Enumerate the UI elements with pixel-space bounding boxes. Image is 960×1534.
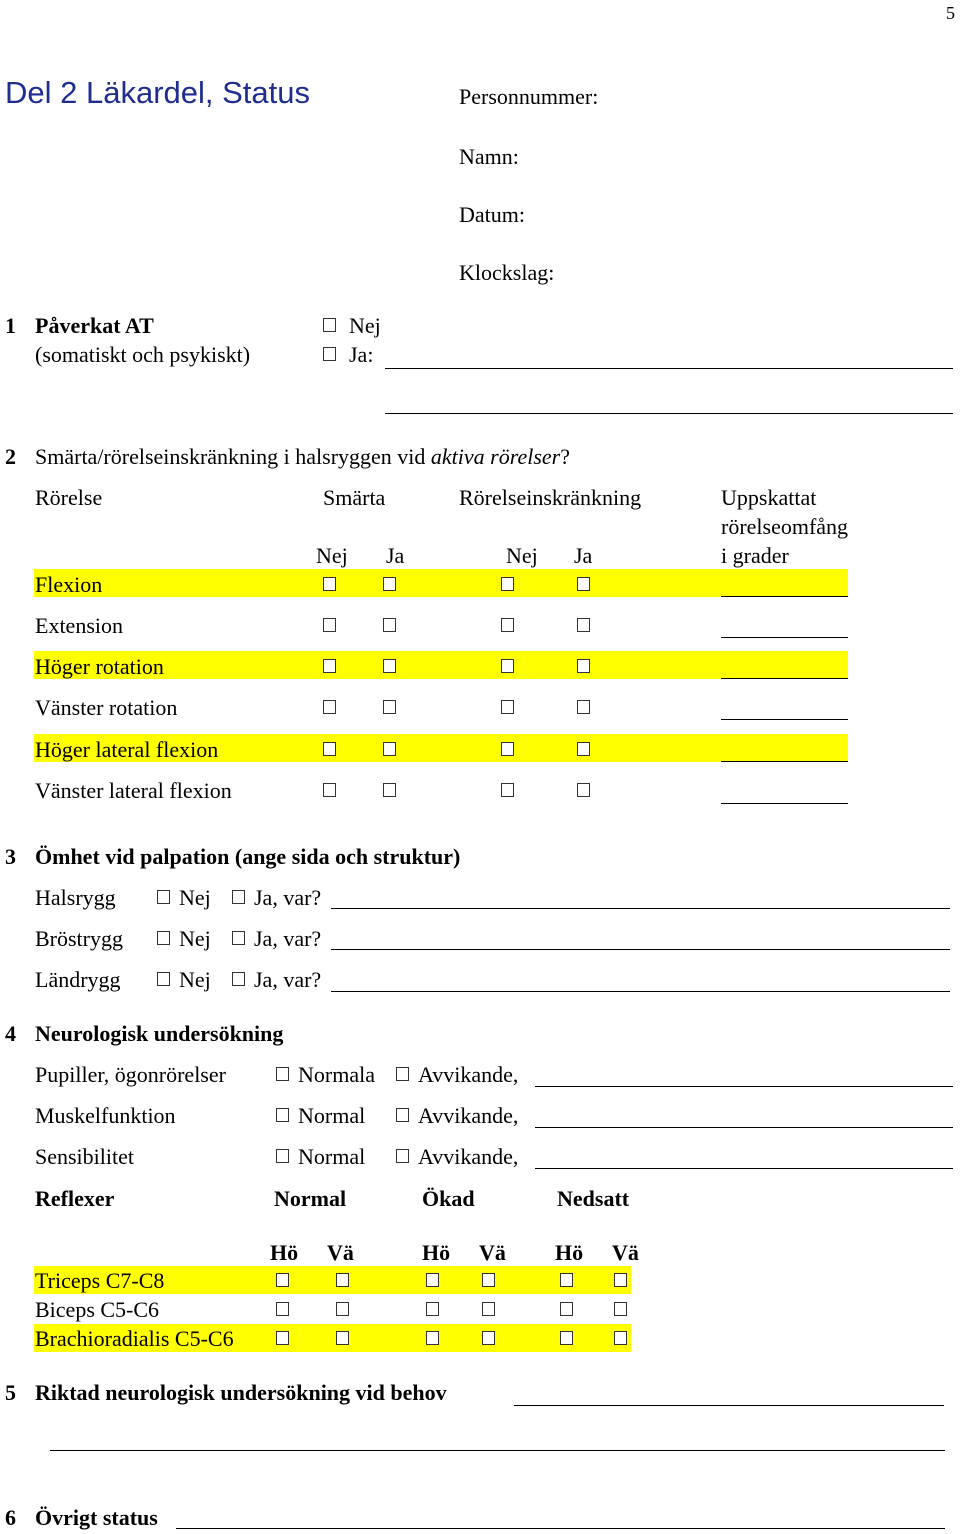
q6-title: Övrigt status <box>35 1505 158 1530</box>
triceps-okad-ho-checkbox[interactable] <box>426 1273 439 1287</box>
col-okad: Ökad <box>422 1186 475 1211</box>
triceps-okad-va-checkbox[interactable] <box>482 1273 495 1287</box>
hoger-lateral-flexion-inskr-ja-checkbox[interactable] <box>577 742 590 756</box>
page-number: 5 <box>946 3 955 23</box>
nedsatt-va-header: Vä <box>612 1240 639 1265</box>
muskel-avvikande-checkbox[interactable] <box>396 1108 409 1122</box>
q5-number: 5 <box>5 1380 16 1405</box>
q3-number: 3 <box>5 844 16 869</box>
q4-row-muskelfunktion: Muskelfunktion <box>35 1103 176 1128</box>
landrygg-answer-line[interactable] <box>331 991 950 992</box>
col-nedsatt: Nedsatt <box>557 1186 630 1211</box>
q1-answer-line-2[interactable] <box>385 413 953 414</box>
q1-nej-label: Nej <box>349 313 381 338</box>
q2-number: 2 <box>5 444 16 469</box>
vanster-rotation-degrees-line[interactable] <box>721 719 848 720</box>
klockslag-label: Klockslag: <box>459 260 555 285</box>
brostrygg-ja-checkbox[interactable] <box>232 931 245 945</box>
q1-number: 1 <box>5 313 16 338</box>
biceps-normal-va-checkbox[interactable] <box>336 1302 349 1316</box>
datum-label: Datum: <box>459 202 525 227</box>
vanster-lateral-flexion-smarta-nej-checkbox[interactable] <box>323 783 336 797</box>
col-rorelseinskrankning: Rörelseinskränkning <box>459 485 642 510</box>
halsrygg-nej-checkbox[interactable] <box>157 890 170 904</box>
q4-row-sensibilitet: Sensibilitet <box>35 1144 134 1169</box>
hoger-lateral-flexion-smarta-ja-checkbox[interactable] <box>383 742 396 756</box>
landrygg-ja-label: Ja, var? <box>254 967 322 992</box>
flexion-degrees-line[interactable] <box>721 596 848 597</box>
q1-nej-checkbox[interactable] <box>323 318 336 332</box>
rorelse-row-vanster-rotation: Vänster rotation <box>35 695 178 720</box>
hoger-lateral-flexion-inskr-nej-checkbox[interactable] <box>501 742 514 756</box>
brostrygg-nej-label: Nej <box>179 926 211 951</box>
q1-sublabel: (somatiskt och psykiskt) <box>35 342 251 367</box>
muskel-avvikande-label: Avvikande, <box>418 1103 519 1128</box>
row-highlight-flexion <box>34 569 848 597</box>
extension-inskr-ja-checkbox[interactable] <box>577 618 590 632</box>
q6-answer-line[interactable] <box>176 1528 945 1529</box>
namn-label: Namn: <box>459 144 519 169</box>
brachio-okad-va-checkbox[interactable] <box>482 1331 495 1345</box>
vanster-rotation-inskr-nej-checkbox[interactable] <box>501 700 514 714</box>
q3-row-landrygg: Ländrygg <box>35 967 121 992</box>
vanster-rotation-inskr-ja-checkbox[interactable] <box>577 700 590 714</box>
brachio-normal-ho-checkbox[interactable] <box>276 1331 289 1345</box>
col-i-grader: i grader <box>721 543 789 568</box>
q1-ja-checkbox[interactable] <box>323 347 336 361</box>
muskel-normal-checkbox[interactable] <box>276 1108 289 1122</box>
landrygg-nej-checkbox[interactable] <box>157 972 170 986</box>
normal-ho-header: Hö <box>270 1240 299 1265</box>
q3-title: Ömhet vid palpation (ange sida och struktur) <box>35 844 461 869</box>
rorelse-row-flexion: Flexion <box>35 572 103 597</box>
extension-smarta-nej-checkbox[interactable] <box>323 618 336 632</box>
pupiller-avvikande-checkbox[interactable] <box>396 1067 409 1081</box>
q2-question: Smärta/rörelseinskränkning i halsryggen vid aktiva rörelser? <box>35 444 571 469</box>
reflex-row-biceps: Biceps C5-C6 <box>35 1297 160 1322</box>
q6-number: 6 <box>5 1505 16 1530</box>
extension-inskr-nej-checkbox[interactable] <box>501 618 514 632</box>
flexion-inskr-ja-checkbox[interactable] <box>577 577 590 591</box>
triceps-nedsatt-ho-checkbox[interactable] <box>560 1273 573 1287</box>
sensibilitet-answer-line[interactable] <box>535 1168 953 1169</box>
biceps-normal-ho-checkbox[interactable] <box>276 1302 289 1316</box>
q4-row-pupiller: Pupiller, ögonrörelser <box>35 1062 226 1087</box>
reflexer-heading: Reflexer <box>35 1186 115 1211</box>
brachio-nedsatt-va-checkbox[interactable] <box>614 1331 627 1345</box>
sensibilitet-avvikande-checkbox[interactable] <box>396 1149 409 1163</box>
rorelse-row-extension: Extension <box>35 613 123 638</box>
smarta-nej-header: Nej <box>316 543 348 568</box>
col-smarta: Smärta <box>323 485 386 510</box>
rorelse-row-hoger-lateral-flexion: Höger lateral flexion <box>35 737 219 762</box>
normal-va-header: Vä <box>327 1240 354 1265</box>
q5-title: Riktad neurologisk undersökning vid behov <box>35 1380 447 1405</box>
nedsatt-ho-header: Hö <box>555 1240 584 1265</box>
brachio-nedsatt-ho-checkbox[interactable] <box>560 1331 573 1345</box>
hoger-lateral-flexion-smarta-nej-checkbox[interactable] <box>323 742 336 756</box>
q5-answer-line-2[interactable] <box>50 1450 945 1451</box>
sensibilitet-avvikande-label: Avvikande, <box>418 1144 519 1169</box>
brostrygg-answer-line[interactable] <box>331 949 950 950</box>
biceps-nedsatt-va-checkbox[interactable] <box>614 1302 627 1316</box>
q3-row-brostrygg: Bröstrygg <box>35 926 123 951</box>
q4-number: 4 <box>5 1021 16 1046</box>
vanster-rotation-smarta-nej-checkbox[interactable] <box>323 700 336 714</box>
hoger-rotation-smarta-nej-checkbox[interactable] <box>323 659 336 673</box>
col-uppskattat: Uppskattat <box>721 485 817 510</box>
q4-title: Neurologisk undersökning <box>35 1021 284 1046</box>
vanster-lateral-flexion-inskr-nej-checkbox[interactable] <box>501 783 514 797</box>
smarta-ja-header: Ja <box>386 543 405 568</box>
triceps-nedsatt-va-checkbox[interactable] <box>614 1273 627 1287</box>
vanster-lateral-flexion-smarta-ja-checkbox[interactable] <box>383 783 396 797</box>
biceps-okad-ho-checkbox[interactable] <box>426 1302 439 1316</box>
page-title: Del 2 Läkardel, Status <box>5 75 311 110</box>
personnummer-label: Personnummer: <box>459 84 599 109</box>
q1-ja-label: Ja: <box>349 342 374 367</box>
vanster-lateral-flexion-degrees-line[interactable] <box>721 803 848 804</box>
pupiller-answer-line[interactable] <box>535 1086 953 1087</box>
reflex-row-brachioradialis: Brachioradialis C5-C6 <box>35 1326 234 1351</box>
col-rorelse: Rörelse <box>35 485 103 510</box>
flexion-smarta-ja-checkbox[interactable] <box>383 577 396 591</box>
hoger-rotation-smarta-ja-checkbox[interactable] <box>383 659 396 673</box>
sensibilitet-normal-label: Normal <box>298 1144 366 1169</box>
brachio-okad-ho-checkbox[interactable] <box>426 1331 439 1345</box>
extension-degrees-line[interactable] <box>721 637 848 638</box>
brachio-normal-va-checkbox[interactable] <box>336 1331 349 1345</box>
hoger-rotation-degrees-line[interactable] <box>721 678 848 679</box>
rorelse-row-vanster-lateral-flexion: Vänster lateral flexion <box>35 778 232 803</box>
landrygg-ja-checkbox[interactable] <box>232 972 245 986</box>
biceps-nedsatt-ho-checkbox[interactable] <box>560 1302 573 1316</box>
triceps-normal-va-checkbox[interactable] <box>336 1273 349 1287</box>
rorelse-row-hoger-rotation: Höger rotation <box>35 654 164 679</box>
inskr-nej-header: Nej <box>506 543 538 568</box>
okad-ho-header: Hö <box>422 1240 451 1265</box>
triceps-normal-ho-checkbox[interactable] <box>276 1273 289 1287</box>
halsrygg-nej-label: Nej <box>179 885 211 910</box>
q1-label: Påverkat AT <box>35 313 154 338</box>
pupiller-avvikande-label: Avvikande, <box>418 1062 519 1087</box>
okad-va-header: Vä <box>479 1240 506 1265</box>
flexion-smarta-nej-checkbox[interactable] <box>323 577 336 591</box>
pupiller-normal-label: Normala <box>298 1062 375 1087</box>
vanster-rotation-smarta-ja-checkbox[interactable] <box>383 700 396 714</box>
halsrygg-ja-label: Ja, var? <box>254 885 322 910</box>
hoger-rotation-inskr-ja-checkbox[interactable] <box>577 659 590 673</box>
col-rorelseomfang: rörelseomfång <box>721 514 849 539</box>
halsrygg-answer-line[interactable] <box>331 908 950 909</box>
landrygg-nej-label: Nej <box>179 967 211 992</box>
q3-row-halsrygg: Halsrygg <box>35 885 116 910</box>
pupiller-normal-checkbox[interactable] <box>276 1067 289 1081</box>
hoger-lateral-flexion-degrees-line[interactable] <box>721 761 848 762</box>
brostrygg-ja-label: Ja, var? <box>254 926 322 951</box>
muskel-answer-line[interactable] <box>535 1127 953 1128</box>
hoger-rotation-inskr-nej-checkbox[interactable] <box>501 659 514 673</box>
flexion-inskr-nej-checkbox[interactable] <box>501 577 514 591</box>
brostrygg-nej-checkbox[interactable] <box>157 931 170 945</box>
biceps-okad-va-checkbox[interactable] <box>482 1302 495 1316</box>
sensibilitet-normal-checkbox[interactable] <box>276 1149 289 1163</box>
col-normal: Normal <box>274 1186 347 1211</box>
vanster-lateral-flexion-inskr-ja-checkbox[interactable] <box>577 783 590 797</box>
q5-answer-line[interactable] <box>514 1405 944 1406</box>
muskel-normal-label: Normal <box>298 1103 366 1128</box>
inskr-ja-header: Ja <box>574 543 593 568</box>
extension-smarta-ja-checkbox[interactable] <box>383 618 396 632</box>
q1-answer-line[interactable] <box>385 368 953 369</box>
reflex-row-triceps: Triceps C7-C8 <box>35 1268 165 1293</box>
halsrygg-ja-checkbox[interactable] <box>232 890 245 904</box>
